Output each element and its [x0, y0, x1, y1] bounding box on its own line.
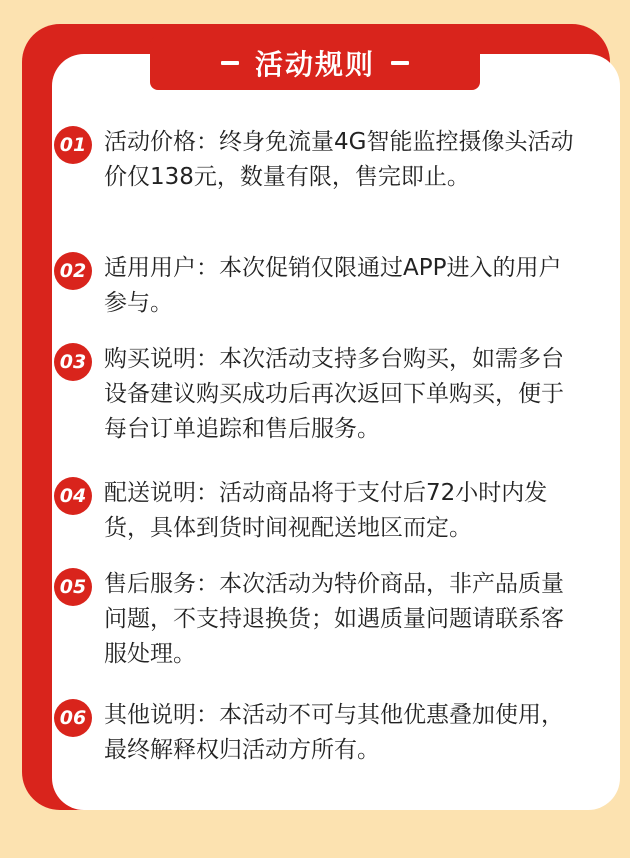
rule-item-06 [54, 699, 574, 768]
rule-number-badge: 02 [54, 252, 92, 290]
rule-text: 配送说明：活动商品将于支付后72小时内发货，具体到货时间视配送地区而定。 [104, 480, 548, 541]
rule-number-badge: 01 [54, 126, 92, 164]
rule-number-badge: 03 [54, 343, 92, 381]
rule-text: 购买说明：本次活动支持多台购买，如需多台设备建议购买成功后再次返回下单购买，便于每台订单追踪和售后服务。 [104, 346, 564, 442]
rule-item-04 [54, 477, 574, 546]
rule-number-badge: 06 [54, 699, 92, 737]
rule-text: 活动价格：终身免流量4G智能监控摄像头活动价仅138元，数量有限，售完即止。 [104, 129, 574, 190]
rule-item-03 [54, 343, 574, 447]
rule-text: 其他说明：本活动不可与其他优惠叠加使用，最终解释权归活动方所有。 [104, 702, 564, 763]
rule-item-02 [54, 252, 574, 321]
rules-header [150, 36, 480, 90]
rule-number-badge: 04 [54, 477, 92, 515]
rule-text: 适用用户：本次促销仅限通过APP进入的用户参与。 [104, 255, 562, 316]
rule-item-05 [54, 568, 574, 672]
rules-title: 活动规则 [254, 48, 375, 81]
rule-item-01 [54, 126, 574, 195]
dash-left-icon [221, 61, 239, 65]
dash-right-icon [391, 61, 409, 65]
rule-text: 售后服务：本次活动为特价商品，非产品质量问题，不支持退换货；如遇质量问题请联系客服处理。 [104, 571, 564, 667]
rule-number-badge: 05 [54, 568, 92, 606]
